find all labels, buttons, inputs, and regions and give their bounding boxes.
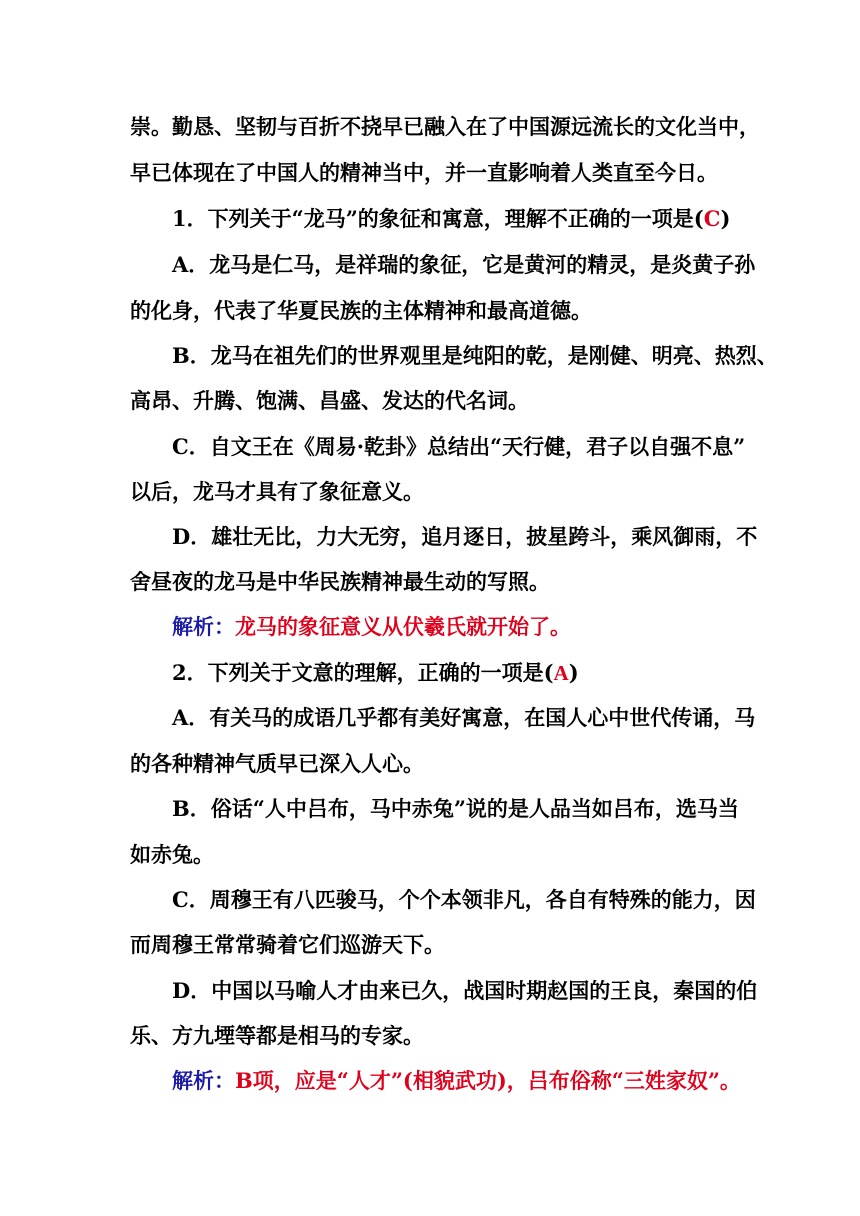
q1-analysis-text: 龙马的象征意义从伏羲氏就开始了。 bbox=[235, 614, 571, 639]
intro-line-2: 早已体现在了中国人的精神当中，并一直影响着人类直至今日。 bbox=[130, 160, 718, 185]
question-1-stem-text: 1．下列关于“龙马”的象征和寓意，理解不正确的一项是( bbox=[172, 206, 704, 231]
q1-option-d-line-2: 舍昼夜的龙马是中华民族精神最生动的写照。 bbox=[130, 569, 550, 594]
question-1-answer: C bbox=[703, 206, 721, 231]
q2-option-a-line-1: A．有关马的成语几乎都有美好寓意，在国人心中世代传诵，马 bbox=[172, 705, 756, 730]
q1-analysis-label: 解析： bbox=[172, 614, 235, 639]
q2-option-b-line-2: 如赤兔。 bbox=[130, 842, 214, 867]
q2-option-a-line-2: 的各种精神气质早已深入人心。 bbox=[130, 751, 424, 776]
question-2-close: ) bbox=[568, 660, 579, 685]
q1-analysis bbox=[172, 612, 571, 642]
q1-option-c-line-1: C．自文王在《周易·乾卦》总结出“天行健，君子以自强不息” bbox=[172, 434, 746, 459]
q2-option-b-line-1: B．俗话“人中吕布，马中赤兔”说的是人品当如吕布，选马当 bbox=[172, 796, 739, 821]
q2-option-c-line-2: 而周穆王常常骑着它们巡游天下。 bbox=[130, 932, 445, 957]
q2-option-c-line-1: C．周穆王有八匹骏马，个个本领非凡，各自有特殊的能力，因 bbox=[172, 887, 756, 912]
q2-analysis-label: 解析： bbox=[172, 1068, 235, 1093]
q2-analysis bbox=[172, 1066, 741, 1096]
q2-option-d-line-2: 乐、方九堙等都是相马的专家。 bbox=[130, 1023, 424, 1048]
q2-analysis-text: B项，应是“人才”(相貌武功)，吕布俗称“三姓家奴”。 bbox=[235, 1068, 741, 1093]
q1-option-b-line-2: 高昂、升腾、饱满、昌盛、发达的代名词。 bbox=[130, 388, 529, 413]
question-1-close: ) bbox=[720, 206, 731, 231]
q2-option-d-line-1: D．中国以马喻人才由来已久，战国时期赵国的王良，秦国的伯 bbox=[172, 978, 758, 1003]
q1-option-c-line-2: 以后，龙马才具有了象征意义。 bbox=[130, 479, 424, 504]
intro-line-1: 崇。勤恳、坚韧与百折不挠早已融入在了中国源远流长的文化当中， bbox=[130, 114, 760, 139]
question-2-answer: A bbox=[553, 661, 569, 685]
q1-option-d-line-1: D．雄壮无比，力大无穷，追月逐日，披星跨斗，乘风御雨，不 bbox=[172, 524, 758, 549]
question-2-stem bbox=[172, 658, 579, 688]
q1-option-a-line-2: 的化身，代表了华夏民族的主体精神和最高道德。 bbox=[130, 298, 592, 323]
question-2-stem-text: 2．下列关于文意的理解，正确的一项是( bbox=[172, 660, 554, 685]
q1-option-a-line-1: A．龙马是仁马，是祥瑞的象征，它是黄河的精灵，是炎黄子孙 bbox=[172, 252, 756, 277]
question-1-stem bbox=[172, 204, 730, 234]
q1-option-b-line-1: B．龙马在祖先们的世界观里是纯阳的乾，是刚健、明亮、热烈、 bbox=[172, 343, 778, 368]
